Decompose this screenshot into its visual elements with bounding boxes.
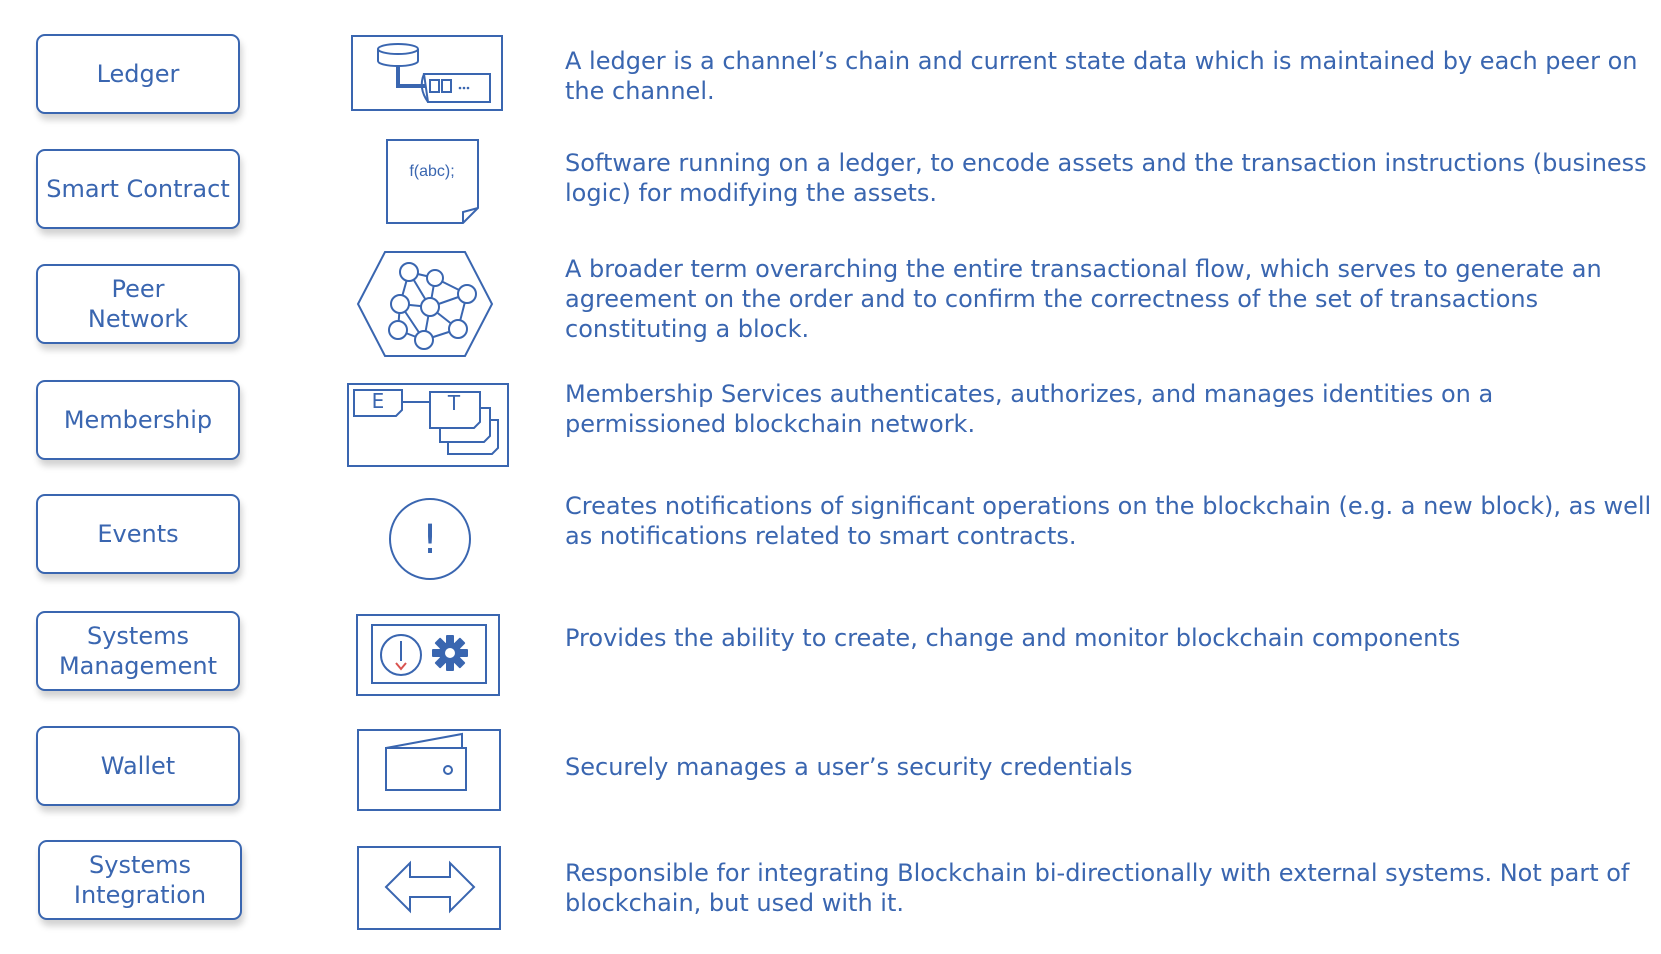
systems-integration-icon xyxy=(330,845,530,954)
peer-network-label: Peer Network xyxy=(36,264,240,344)
ledger-icon xyxy=(330,34,530,154)
smart-contract-icon xyxy=(330,138,530,258)
ledger-description: A ledger is a channel’s chain and current state data which is maintained by each peer on the channel. xyxy=(565,47,1638,105)
peer-network-icon xyxy=(330,250,530,370)
smart-contract-description: Software running on a ledger, to encode assets and the transaction instructions (business logic) for modifying the assets. xyxy=(565,149,1647,207)
ledger-label: Ledger xyxy=(36,34,240,114)
events-description: Creates notifications of significant operations on the blockchain (e.g. a new block), as well as notifications related to smart contracts. xyxy=(565,492,1652,550)
smart-contract-icon-text: f(abc); xyxy=(409,163,455,180)
membership-icon xyxy=(330,382,530,502)
wallet-label: Wallet xyxy=(36,726,240,806)
systems-management-label: Systems Management xyxy=(36,611,240,691)
wallet-description: Securely manages a user’s security credentials xyxy=(565,753,1133,781)
events-icon-text: ! xyxy=(421,517,439,563)
peer-network-description: A broader term overarching the entire transactional flow, which serves to generate an agreement on the order and to confirm the correctness of the set of transactions constituting a block. xyxy=(565,255,1602,343)
systems-management-icon xyxy=(330,613,530,733)
membership-icon-text-t: T xyxy=(447,391,461,415)
systems-integration-label: Systems Integration xyxy=(38,840,242,920)
membership-label: Membership xyxy=(36,380,240,460)
smart-contract-label: Smart Contract xyxy=(36,149,240,229)
systems-management-description: Provides the ability to create, change and monitor blockchain components xyxy=(565,624,1461,652)
membership-icon-text-e: E xyxy=(371,389,385,413)
events-label: Events xyxy=(36,494,240,574)
wallet-icon xyxy=(330,728,530,848)
membership-description: Membership Services authenticates, authorizes, and manages identities on a permissioned blockchain network. xyxy=(565,380,1494,438)
events-icon xyxy=(330,496,530,616)
systems-integration-description: Responsible for integrating Blockchain bi-directionally with external systems. Not part of blockchain, but used with it. xyxy=(565,859,1630,917)
